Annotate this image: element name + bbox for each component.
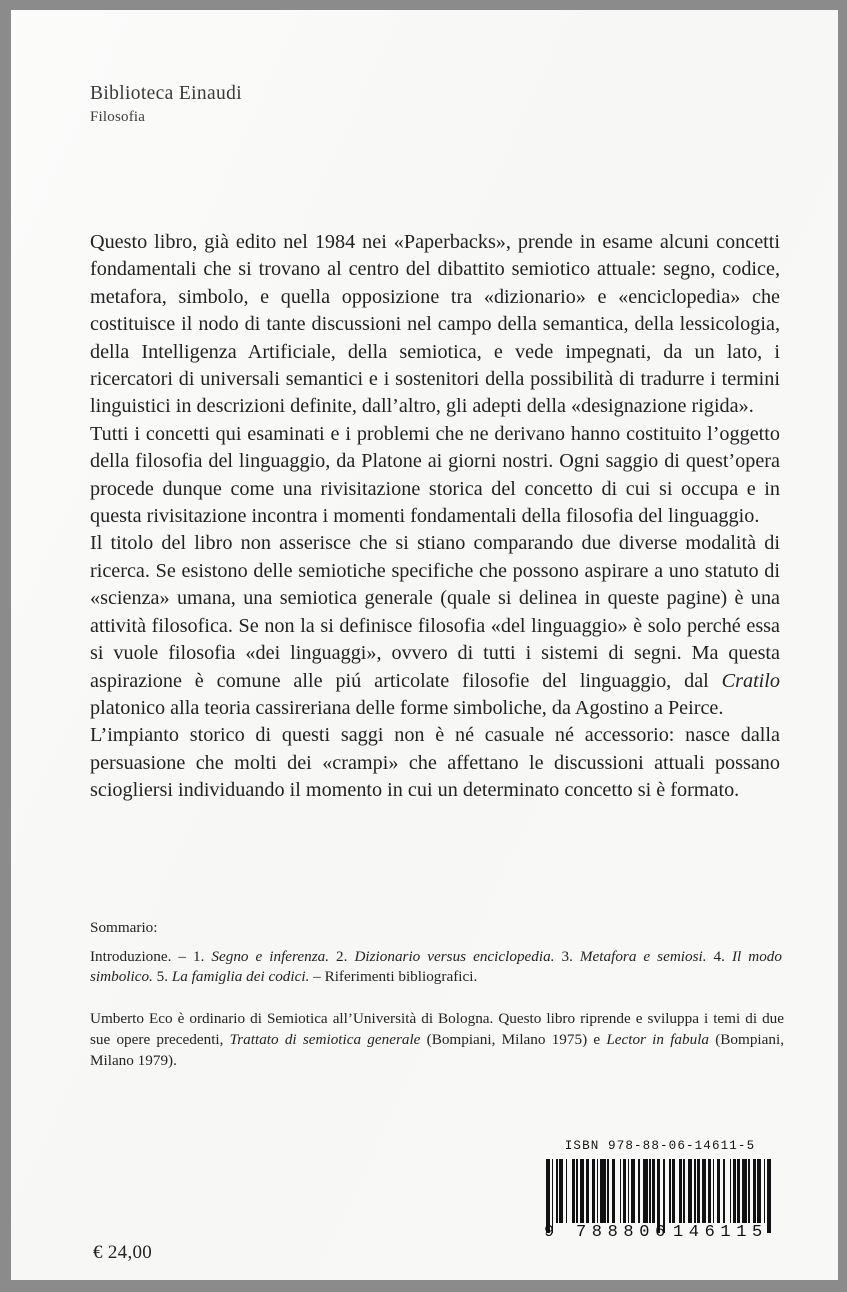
sommario-chapter-4: Il modo simbolico. [90, 947, 782, 985]
bio-text-a: Umberto Eco è ordinario di Semiotica all’Università di Bologna. Questo libro riprende e sviluppa i temi di due sue opere precedenti, [90, 1010, 784, 1048]
blurb-paragraph-2 [90, 421, 780, 531]
sommario-part-1: Introduzione. – 1. [90, 947, 212, 965]
price-label: € 24,00 [93, 1242, 153, 1263]
barcode-digit-lead: 9 [544, 1223, 555, 1242]
series-subtitle: Filosofia [90, 109, 146, 126]
barcode-block [542, 1139, 778, 1242]
series-header [90, 82, 242, 128]
sommario-part-6: – Riferimenti bibliografici. [309, 968, 478, 985]
author-bio [90, 1009, 784, 1071]
sommario-label: Sommario: [90, 919, 158, 936]
sommario-part-4: 4. [706, 947, 732, 965]
series-name: Biblioteca Einaudi [90, 83, 242, 104]
blurb-p1-text: Questo libro, già edito nel 1984 nei «Paperbacks», prende in esame alcuni concetti fondamentali che si trovano al centro del dibattito semiotico attuale: segno, codice, metafora, simbolo, e quella opposizione tra «dizionario» e «enciclopedia» che costituisce il nodo di tante discussioni nel campo della semantica, della lessicologia, della Intelligenza Artificiale, della semiotica, e vede impegnati, da un lato, i ricercatori di universali semantici e i sostenitori della possibilità di tradurre i termini linguistici in descrizioni definite, dall’altro, gli adepti della «designazione rigida». [90, 231, 780, 418]
blurb-p3-title-cratilo: Cratilo [721, 669, 780, 692]
blurb-p4-text: L’impianto storico di questi saggi non è né casuale né accessorio: nasce dalla persuasione che molti dei «crampi» che affettano le discussioni attuali possano sciogliersi individuando il momento in cui un determinato concetto si è formato. [90, 724, 780, 802]
blurb-paragraph-1 [90, 229, 780, 421]
bio-text-c: (Bompiani, Milano 1979). [90, 1030, 785, 1069]
sommario-part-2: 2. [329, 947, 355, 965]
isbn-text: ISBN 978-88-06-14611-5 [564, 1139, 756, 1153]
sommario-part-3: 3. [554, 947, 580, 965]
bio-work-title-2: Lector in fabula [606, 1030, 710, 1048]
sommario-chapter-2: Dizionario versus enciclopedia. [354, 947, 555, 965]
blurb-text [90, 229, 780, 805]
sommario-section [90, 918, 782, 988]
barcode-image [542, 1159, 778, 1233]
sommario-chapter-3: Metafora e semiosi. [579, 947, 707, 965]
sommario-part-5: 5. [152, 968, 172, 985]
blurb-p2-text: Tutti i concetti qui esaminati e i problemi che ne derivano hanno costituito l’oggetto della filosofia del linguaggio, da Platone ai giorni nostri. Ogni saggio di quest’opera procede dunque come una rivisitazione storica del concetto di cui si occupa e in questa rivisitazione incontra i momenti fondamentali della filosofia del linguaggio. [90, 422, 780, 528]
barcode-digits-right: 146115 [673, 1223, 768, 1242]
blurb-p3-text-a: Il titolo del libro non asserisce che si stiano comparando due diverse modalità di ricerca. Se esistono delle semiotiche specifiche che possono aspirare a uno statuto di «scienza» umana, una semiotica generale (quale si delinea in queste pagine) è una attività filosofica. Se non la si definisce filosofia «del linguaggio» è solo perché essa si vuole filosofia «dei linguaggi», ovvero di tutti i sistemi di segni. Ma questa aspirazione è comune alle piú articolate filosofie del linguaggio, dal [90, 532, 780, 692]
sommario-chapter-1: Segno e inferenza. [211, 947, 330, 965]
blurb-paragraph-3 [90, 530, 780, 722]
blurb-p3-text-b: platonico alla teoria cassireriana delle forme simboliche, da Agostino a Peirce. [90, 696, 724, 719]
sommario-chapter-5: La famiglia dei codici. [171, 968, 310, 985]
bio-work-title-1: Trattato di semiotica generale [229, 1030, 421, 1048]
sommario-contents [90, 947, 782, 988]
blurb-paragraph-4 [90, 722, 780, 804]
barcode-digits-left: 788806 [576, 1223, 671, 1242]
bio-text-b: (Bompiani, Milano 1975) e [420, 1030, 607, 1048]
back-cover-page [11, 10, 838, 1280]
barcode-digits [542, 1224, 778, 1242]
